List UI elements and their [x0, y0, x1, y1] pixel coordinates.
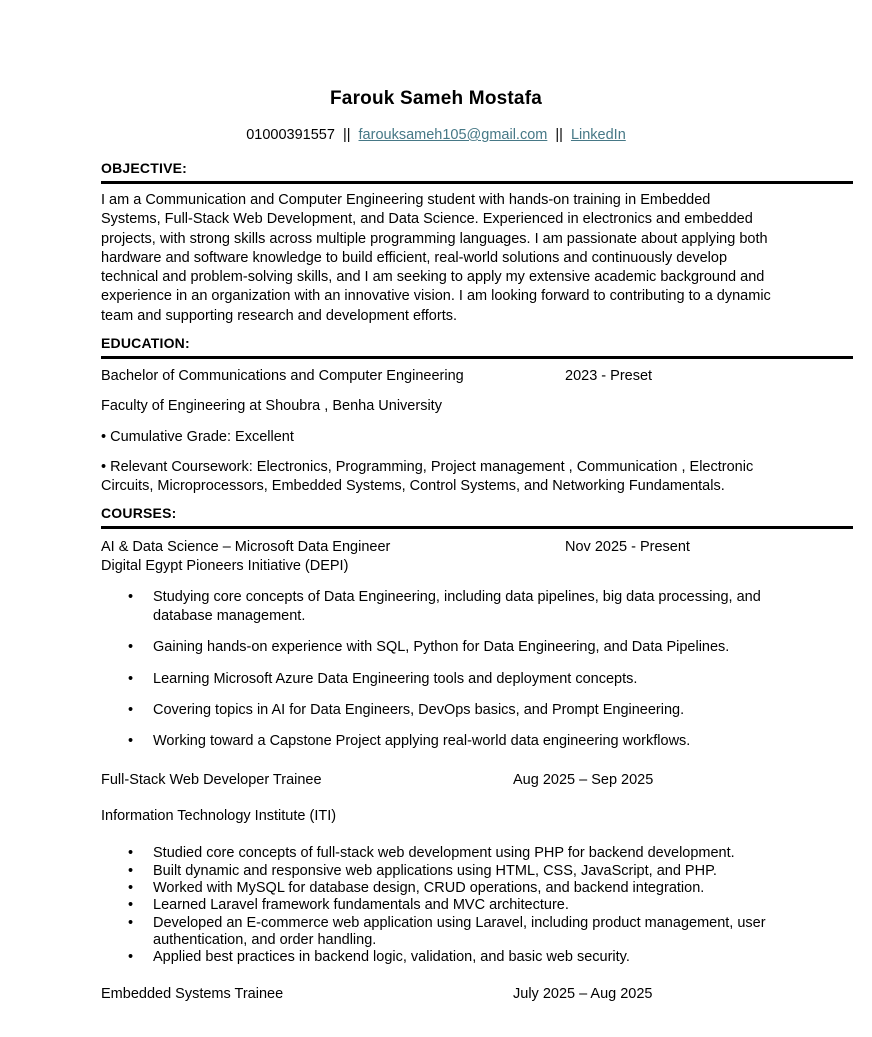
bullet-item: • Learned Laravel framework fundamentals and MVC architecture. [101, 897, 768, 914]
bullet-item: • Studying core concepts of Data Engineering, including data pipelines, big data processing, and database management. [101, 588, 768, 627]
section-heading-education: EDUCATION: [101, 335, 853, 359]
course-bullet-list [101, 845, 768, 966]
resume-body [101, 160, 853, 1003]
linkedin-link[interactable]: LinkedIn [570, 127, 626, 143]
section-heading-objective: OBJECTIVE: [101, 160, 853, 184]
education-dates: 2023 - Preset [565, 368, 653, 385]
bullet-item: • Built dynamic and responsive web applications using HTML, CSS, JavaScript, and PHP. [101, 863, 768, 880]
education-grade: • Cumulative Grade: Excellent [101, 429, 294, 446]
degree-title: Bachelor of Communications and Computer Engineering [101, 368, 464, 385]
email-link[interactable]: farouksameh105@gmail.com [358, 127, 548, 143]
separator: || [555, 127, 563, 143]
course-bullet-list [101, 588, 768, 752]
phone-number: 01000391557 [246, 127, 335, 143]
course-dates: Aug 2025 – Sep 2025 [513, 772, 654, 789]
course-organization: Digital Egypt Pioneers Initiative (DEPI) [101, 557, 349, 574]
bullet-item: • Covering topics in AI for Data Engineers, DevOps basics, and Prompt Engineering. [101, 701, 768, 720]
course-organization: Information Technology Institute (ITI) [101, 808, 337, 825]
bullet-item: • Applied best practices in backend logic, validation, and basic web security. [101, 949, 768, 966]
objective-paragraph: I am a Communication and Computer Engineering student with hands-on training in Embedded Systems, Full-Stack Web Development, and Data Science. Experienced in electronics and embedded projects, with strong skills across multiple programming languages. I am passionate about applying both hardware and software knowledge to build efficient, real-world solutions and continuously develop technical and problem-solving skills, and I am seeking to apply my extensive academic background and experience in an organization with an innovative vision. I am looking forward to contributing to a dynamic team and supporting research and development efforts. [101, 192, 771, 324]
course-title: Full-Stack Web Developer Trainee [101, 772, 322, 789]
separator: || [342, 127, 351, 143]
resume-header [0, 0, 872, 144]
person-name: Farouk Sameh Mostafa [330, 88, 542, 109]
bullet-item: • Developed an E-commerce web application using Laravel, including product management, user authentication, and order handling. [101, 915, 768, 950]
bullet-item: • Gaining hands-on experience with SQL, Python for Data Engineering, and Data Pipelines. [101, 638, 768, 657]
course-title: AI & Data Science – Microsoft Data Engineer [101, 538, 391, 555]
education-degree-row [101, 367, 853, 385]
bullet-item: • Worked with MySQL for database design, CRUD operations, and backend integration. [101, 880, 768, 897]
bullet-item: • Learning Microsoft Azure Data Engineering tools and deployment concepts. [101, 670, 768, 689]
education-school: Faculty of Engineering at Shoubra , Benha University [101, 398, 442, 415]
course-title-row [101, 771, 853, 789]
course-title-row [101, 538, 853, 557]
course-dates: Nov 2025 - Present [565, 538, 690, 555]
course-title: Embedded Systems Trainee [101, 985, 284, 1002]
education-coursework: • Relevant Coursework: Electronics, Programming, Project management , Communication , Electronic Circuits, Microprocessors, Embedded Systems, Control Systems, and Networking Fundamentals. [101, 459, 754, 495]
bullet-item: • Working toward a Capstone Project applying real-world data engineering workflows. [101, 732, 768, 751]
course-dates: July 2025 – Aug 2025 [513, 985, 653, 1002]
section-heading-courses: COURSES: [101, 505, 853, 529]
bullet-item: • Studied core concepts of full-stack web development using PHP for backend development. [101, 845, 768, 862]
course-title-row [101, 985, 853, 1003]
contact-line [0, 126, 872, 144]
